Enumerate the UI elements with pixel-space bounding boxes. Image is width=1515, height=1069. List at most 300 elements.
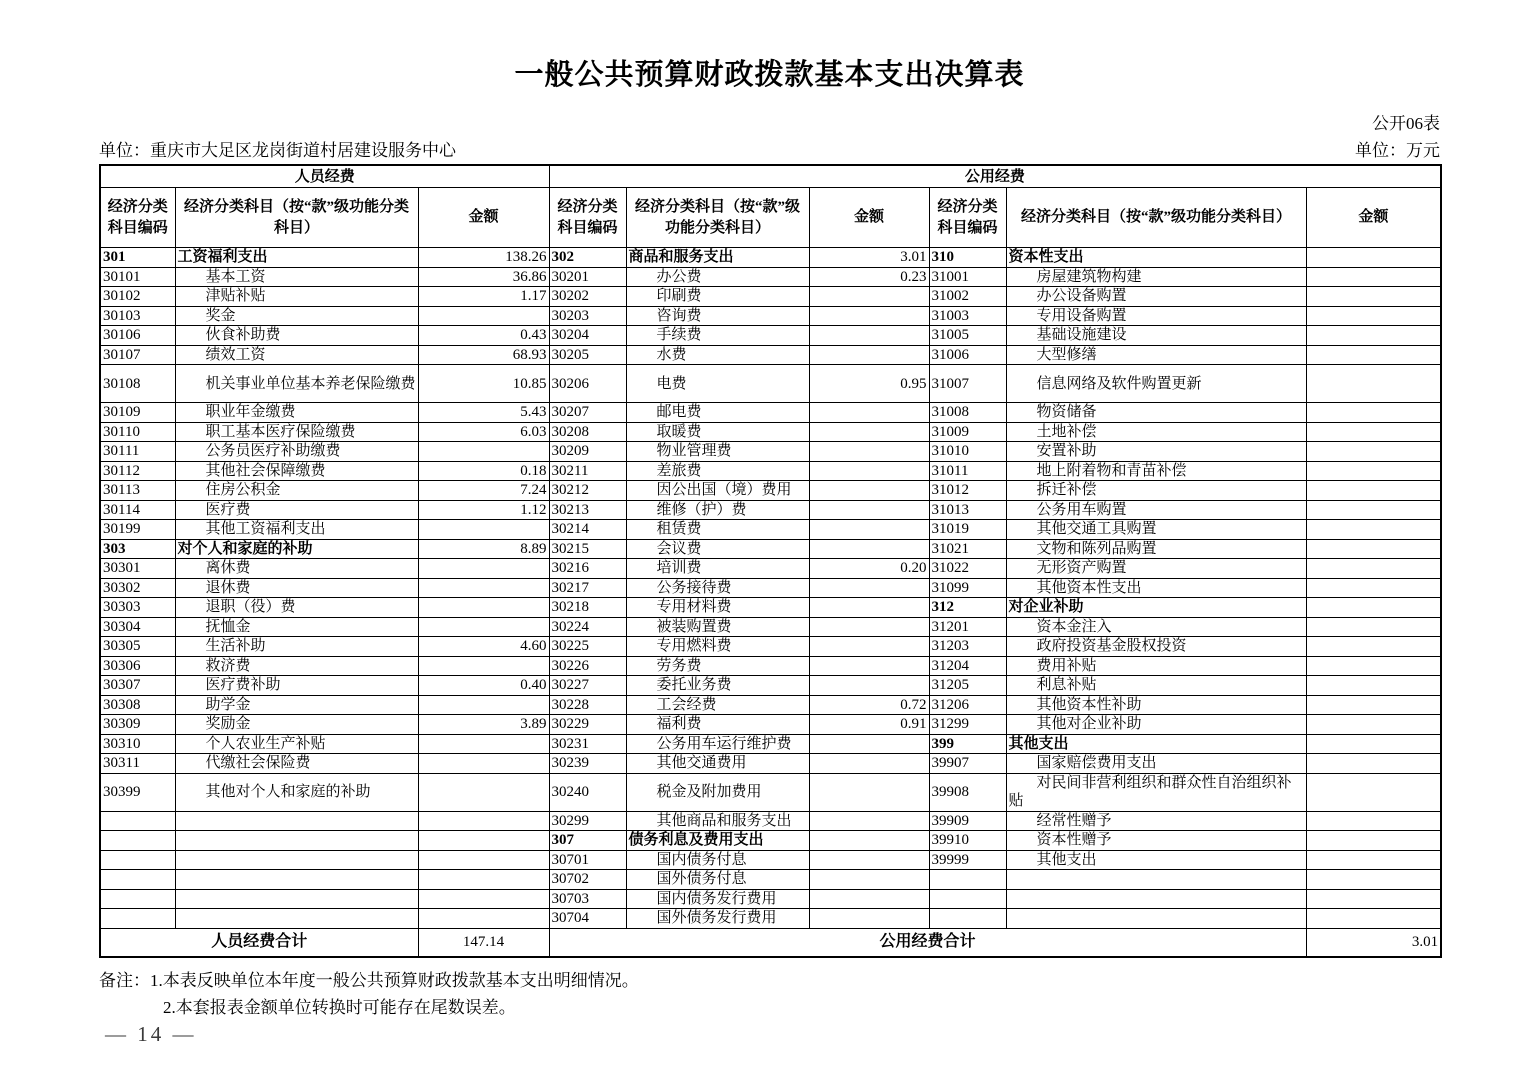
expenditure-table: [99, 164, 1442, 958]
table-row: [100, 520, 1441, 540]
subject-cell: 国外债务付息: [626, 870, 809, 890]
subject-cell: 国内债务发行费用: [626, 889, 809, 909]
subject-cell: 劳务费: [626, 656, 809, 676]
subject-cell: 住房公积金: [175, 481, 418, 501]
amount-cell: [418, 656, 549, 676]
amount-cell: [418, 695, 549, 715]
code-cell: 31002: [929, 287, 1006, 307]
code-cell: 30213: [549, 500, 626, 520]
code-cell: 39908: [929, 773, 1006, 811]
subject-cell: 专用材料费: [626, 598, 809, 618]
amount-cell: [809, 773, 929, 811]
code-cell: 30114: [100, 500, 175, 520]
amount-cell: [809, 754, 929, 774]
table-row: [100, 365, 1441, 403]
code-cell: 30202: [549, 287, 626, 307]
subject-cell: 土地补偿: [1006, 422, 1306, 442]
amount-cell: [1306, 598, 1441, 618]
amount-cell: [809, 539, 929, 559]
amount-cell: [418, 598, 549, 618]
code-cell: [100, 811, 175, 831]
subject-cell: 物业管理费: [626, 442, 809, 462]
amount-cell: [418, 870, 549, 890]
table-row: [100, 909, 1441, 929]
code-cell: 31206: [929, 695, 1006, 715]
amount-cell: [809, 811, 929, 831]
subject-cell: 退职（役）费: [175, 598, 418, 618]
code-cell: 31001: [929, 267, 1006, 287]
code-cell: 31021: [929, 539, 1006, 559]
table-row: [100, 617, 1441, 637]
code-cell: 30103: [100, 306, 175, 326]
col-header-code: 经济分类科目编码: [549, 188, 626, 248]
code-cell: 31013: [929, 500, 1006, 520]
code-cell: 31005: [929, 326, 1006, 346]
subject-cell: 地上附着物和青苗补偿: [1006, 461, 1306, 481]
subject-cell: 伙食补助费: [175, 326, 418, 346]
subject-cell: 医疗费: [175, 500, 418, 520]
table-row: [100, 539, 1441, 559]
code-cell: 30229: [549, 715, 626, 735]
unit-currency-label: 单位：万元: [1355, 141, 1440, 160]
amount-cell: 8.89: [418, 539, 549, 559]
subject-cell: 国内债务付息: [626, 850, 809, 870]
amount-cell: [809, 422, 929, 442]
table-row: [100, 695, 1441, 715]
col-header-code: 经济分类科目编码: [929, 188, 1006, 248]
amount-cell: [418, 442, 549, 462]
code-cell: 30702: [549, 870, 626, 890]
code-cell: 31009: [929, 422, 1006, 442]
table-row: [100, 870, 1441, 890]
amount-cell: [1306, 909, 1441, 929]
code-cell: 30302: [100, 578, 175, 598]
subject-cell: 工会经费: [626, 695, 809, 715]
subject-cell: 无形资产购置: [1006, 559, 1306, 579]
subject-cell: 办公设备购置: [1006, 287, 1306, 307]
code-cell: 31006: [929, 345, 1006, 365]
amount-cell: [809, 870, 929, 890]
code-cell: 30206: [549, 365, 626, 403]
code-cell: 39909: [929, 811, 1006, 831]
code-cell: 30217: [549, 578, 626, 598]
subject-cell: 对个人和家庭的补助: [175, 539, 418, 559]
subject-cell: 公务接待费: [626, 578, 809, 598]
subject-cell: 水费: [626, 345, 809, 365]
table-row: [100, 656, 1441, 676]
subject-cell: 物资储备: [1006, 403, 1306, 423]
subject-cell: [175, 831, 418, 851]
table-code-label: 公开06表: [1372, 114, 1440, 133]
footnotes: [99, 967, 1440, 1021]
col-header-amount: 金额: [809, 188, 929, 248]
amount-cell: [418, 617, 549, 637]
subject-cell: 电费: [626, 365, 809, 403]
subject-cell: 租赁费: [626, 520, 809, 540]
col-header-amount: 金额: [1306, 188, 1441, 248]
code-cell: 30310: [100, 734, 175, 754]
amount-cell: [1306, 889, 1441, 909]
table-row: [100, 326, 1441, 346]
code-cell: 39910: [929, 831, 1006, 851]
code-cell: 30231: [549, 734, 626, 754]
amount-cell: [1306, 287, 1441, 307]
subject-cell: 职工基本医疗保险缴费: [175, 422, 418, 442]
subject-cell: 对企业补助: [1006, 598, 1306, 618]
amount-cell: 0.91: [809, 715, 929, 735]
amount-cell: [418, 889, 549, 909]
table-row: [100, 811, 1441, 831]
subject-cell: [175, 889, 418, 909]
table-row: [100, 403, 1441, 423]
subject-cell: 抚恤金: [175, 617, 418, 637]
code-cell: 30309: [100, 715, 175, 735]
code-cell: 30311: [100, 754, 175, 774]
table-row: [100, 773, 1441, 811]
code-cell: 30226: [549, 656, 626, 676]
subject-cell: 绩效工资: [175, 345, 418, 365]
subject-cell: 印刷费: [626, 287, 809, 307]
amount-cell: [809, 656, 929, 676]
code-cell: 30307: [100, 676, 175, 696]
subject-cell: 利息补贴: [1006, 676, 1306, 696]
subject-cell: 救济费: [175, 656, 418, 676]
amount-cell: 5.43: [418, 403, 549, 423]
column-header-row: [100, 188, 1441, 248]
subject-cell: 奖金: [175, 306, 418, 326]
table-row: [100, 267, 1441, 287]
subject-cell: 其他资本性补助: [1006, 695, 1306, 715]
amount-cell: [1306, 481, 1441, 501]
amount-cell: [418, 559, 549, 579]
code-cell: 30299: [549, 811, 626, 831]
col-header-subject: 经济分类科目（按“款”级功能分类科目）: [626, 188, 809, 248]
code-cell: 310: [929, 248, 1006, 268]
table-row: [100, 676, 1441, 696]
col-header-subject: 经济分类科目（按“款”级功能分类科目）: [1006, 188, 1306, 248]
subject-cell: 国外债务发行费用: [626, 909, 809, 929]
code-cell: 31299: [929, 715, 1006, 735]
amount-cell: [1306, 442, 1441, 462]
code-cell: 30201: [549, 267, 626, 287]
code-cell: 31019: [929, 520, 1006, 540]
amount-cell: [1306, 617, 1441, 637]
amount-cell: [418, 831, 549, 851]
amount-cell: [809, 500, 929, 520]
code-cell: 30228: [549, 695, 626, 715]
code-cell: 30701: [549, 850, 626, 870]
amount-cell: 138.26: [418, 248, 549, 268]
amount-cell: [809, 909, 929, 929]
subject-cell: 被装购置费: [626, 617, 809, 637]
amount-cell: [809, 889, 929, 909]
subject-cell: [175, 811, 418, 831]
table-row: [100, 734, 1441, 754]
code-cell: 30204: [549, 326, 626, 346]
public-total-amount: 3.01: [1306, 928, 1441, 957]
amount-cell: [418, 811, 549, 831]
amount-cell: 0.23: [809, 267, 929, 287]
amount-cell: [1306, 559, 1441, 579]
subject-cell: 取暖费: [626, 422, 809, 442]
subject-cell: 对民间非营利组织和群众性自治组织补贴: [1006, 773, 1306, 811]
amount-cell: [1306, 850, 1441, 870]
amount-cell: 10.85: [418, 365, 549, 403]
code-cell: 30203: [549, 306, 626, 326]
amount-cell: [809, 617, 929, 637]
amount-cell: [418, 850, 549, 870]
subject-cell: 维修（护）费: [626, 500, 809, 520]
subject-cell: 税金及附加费用: [626, 773, 809, 811]
subject-cell: 离休费: [175, 559, 418, 579]
code-cell: 30110: [100, 422, 175, 442]
amount-cell: [418, 754, 549, 774]
amount-cell: 3.01: [809, 248, 929, 268]
table-row: [100, 287, 1441, 307]
code-cell: 31008: [929, 403, 1006, 423]
amount-cell: [1306, 715, 1441, 735]
page-number: — 14 —: [105, 1022, 197, 1046]
subject-cell: 公务员医疗补助缴费: [175, 442, 418, 462]
subject-cell: 商品和服务支出: [626, 248, 809, 268]
amount-cell: [1306, 326, 1441, 346]
amount-cell: 4.60: [418, 637, 549, 657]
subject-cell: 其他对企业补助: [1006, 715, 1306, 735]
code-cell: 30306: [100, 656, 175, 676]
subject-cell: 信息网络及软件购置更新: [1006, 365, 1306, 403]
amount-cell: 3.89: [418, 715, 549, 735]
code-cell: 399: [929, 734, 1006, 754]
totals-row: [100, 928, 1441, 957]
table-row: [100, 306, 1441, 326]
subject-cell: 其他社会保障缴费: [175, 461, 418, 481]
code-cell: 31205: [929, 676, 1006, 696]
amount-cell: [809, 520, 929, 540]
subject-cell: 机关事业单位基本养老保险缴费: [175, 365, 418, 403]
subject-cell: [1006, 889, 1306, 909]
amount-cell: [809, 481, 929, 501]
table-row: [100, 559, 1441, 579]
code-cell: [100, 850, 175, 870]
subject-cell: 基础设施建设: [1006, 326, 1306, 346]
subject-cell: 生活补助: [175, 637, 418, 657]
code-cell: 30240: [549, 773, 626, 811]
code-cell: 31204: [929, 656, 1006, 676]
subject-cell: 国家赔偿费用支出: [1006, 754, 1306, 774]
amount-cell: 0.72: [809, 695, 929, 715]
amount-cell: [1306, 676, 1441, 696]
subject-cell: 办公费: [626, 267, 809, 287]
subject-cell: 奖励金: [175, 715, 418, 735]
amount-cell: [1306, 637, 1441, 657]
subject-cell: 拆迁补偿: [1006, 481, 1306, 501]
table-row: [100, 500, 1441, 520]
code-cell: 30214: [549, 520, 626, 540]
unit-row: [99, 136, 1440, 161]
subject-cell: 差旅费: [626, 461, 809, 481]
code-cell: 30703: [549, 889, 626, 909]
subject-cell: 福利费: [626, 715, 809, 735]
code-cell: 301: [100, 248, 175, 268]
amount-cell: [809, 850, 929, 870]
code-cell: 31011: [929, 461, 1006, 481]
amount-cell: 68.93: [418, 345, 549, 365]
amount-cell: [809, 287, 929, 307]
table-row: [100, 578, 1441, 598]
code-cell: 30211: [549, 461, 626, 481]
code-cell: 30308: [100, 695, 175, 715]
subject-cell: 个人农业生产补贴: [175, 734, 418, 754]
subject-cell: 代缴社会保险费: [175, 754, 418, 774]
amount-cell: [1306, 811, 1441, 831]
code-cell: 31022: [929, 559, 1006, 579]
subject-cell: 会议费: [626, 539, 809, 559]
group-header-row: [100, 165, 1441, 188]
amount-cell: 0.20: [809, 559, 929, 579]
code-cell: 312: [929, 598, 1006, 618]
amount-cell: 0.95: [809, 365, 929, 403]
table-row: [100, 754, 1441, 774]
amount-cell: [809, 345, 929, 365]
subject-cell: 手续费: [626, 326, 809, 346]
subject-cell: [1006, 909, 1306, 929]
code-cell: 30301: [100, 559, 175, 579]
table-row: [100, 345, 1441, 365]
code-cell: 30112: [100, 461, 175, 481]
code-cell: 39907: [929, 754, 1006, 774]
code-cell: 31003: [929, 306, 1006, 326]
amount-cell: [1306, 306, 1441, 326]
code-cell: [929, 870, 1006, 890]
amount-cell: [418, 773, 549, 811]
code-cell: 30215: [549, 539, 626, 559]
code-cell: 30111: [100, 442, 175, 462]
amount-cell: [1306, 520, 1441, 540]
subject-cell: 其他交通费用: [626, 754, 809, 774]
footnote-1: 备注：1.本表反映单位本年度一般公共预算财政拨款基本支出明细情况。: [99, 970, 639, 990]
subject-cell: 因公出国（境）费用: [626, 481, 809, 501]
subject-cell: 培训费: [626, 559, 809, 579]
subject-cell: 费用补贴: [1006, 656, 1306, 676]
amount-cell: [1306, 578, 1441, 598]
subject-cell: 其他支出: [1006, 850, 1306, 870]
amount-cell: [1306, 831, 1441, 851]
subject-cell: 津贴补贴: [175, 287, 418, 307]
footnote-2: 2.本套报表金额单位转换时可能存在尾数误差。: [163, 997, 516, 1017]
subject-cell: 其他工资福利支出: [175, 520, 418, 540]
amount-cell: [1306, 345, 1441, 365]
subject-cell: 工资福利支出: [175, 248, 418, 268]
code-cell: 30113: [100, 481, 175, 501]
subject-cell: 咨询费: [626, 306, 809, 326]
subject-cell: 经常性赠予: [1006, 811, 1306, 831]
amount-cell: [1306, 734, 1441, 754]
code-cell: 30225: [549, 637, 626, 657]
table-row: [100, 461, 1441, 481]
amount-cell: [418, 520, 549, 540]
code-cell: 30212: [549, 481, 626, 501]
personnel-total-label: 人员经费合计: [100, 928, 418, 957]
code-cell: 30305: [100, 637, 175, 657]
amount-cell: [809, 326, 929, 346]
code-cell: [100, 831, 175, 851]
code-cell: 30227: [549, 676, 626, 696]
subject-cell: 资本性赠予: [1006, 831, 1306, 851]
amount-cell: [1306, 500, 1441, 520]
code-cell: 31012: [929, 481, 1006, 501]
subject-cell: [175, 850, 418, 870]
amount-cell: [809, 637, 929, 657]
table-row: [100, 889, 1441, 909]
subject-cell: 医疗费补助: [175, 676, 418, 696]
code-cell: 31203: [929, 637, 1006, 657]
table-row: [100, 248, 1441, 268]
table-row: [100, 831, 1441, 851]
subject-cell: [175, 870, 418, 890]
code-cell: 30207: [549, 403, 626, 423]
group-header-personnel: 人员经费: [100, 165, 549, 188]
subject-cell: 其他资本性支出: [1006, 578, 1306, 598]
code-cell: [100, 909, 175, 929]
code-cell: 30239: [549, 754, 626, 774]
subject-cell: 助学金: [175, 695, 418, 715]
subject-cell: 大型修缮: [1006, 345, 1306, 365]
subject-cell: 专用设备购置: [1006, 306, 1306, 326]
amount-cell: 36.86: [418, 267, 549, 287]
subject-cell: 其他商品和服务支出: [626, 811, 809, 831]
subject-cell: 职业年金缴费: [175, 403, 418, 423]
amount-cell: [809, 442, 929, 462]
code-cell: 30209: [549, 442, 626, 462]
amount-cell: [1306, 656, 1441, 676]
public-total-label: 公用经费合计: [549, 928, 1306, 957]
amount-cell: [809, 578, 929, 598]
code-cell: [100, 889, 175, 909]
subject-cell: 委托业务费: [626, 676, 809, 696]
amount-cell: 6.03: [418, 422, 549, 442]
amount-cell: [809, 831, 929, 851]
code-cell: 30102: [100, 287, 175, 307]
table-row: [100, 481, 1441, 501]
subject-cell: 文物和陈列品购置: [1006, 539, 1306, 559]
group-header-public: 公用经费: [549, 165, 1441, 188]
unit-name-label: 单位：重庆市大足区龙岗街道村居建设服务中心: [99, 141, 456, 160]
col-header-code: 经济分类科目编码: [100, 188, 175, 248]
table-row: [100, 637, 1441, 657]
amount-cell: [809, 676, 929, 696]
code-cell: 30107: [100, 345, 175, 365]
personnel-total-amount: 147.14: [418, 928, 549, 957]
amount-cell: [1306, 403, 1441, 423]
subject-cell: 政府投资基金股权投资: [1006, 637, 1306, 657]
amount-cell: 1.12: [418, 500, 549, 520]
code-cell: 30205: [549, 345, 626, 365]
code-cell: 30224: [549, 617, 626, 637]
amount-cell: 7.24: [418, 481, 549, 501]
subject-cell: 其他交通工具购置: [1006, 520, 1306, 540]
amount-cell: [1306, 248, 1441, 268]
code-cell: 30108: [100, 365, 175, 403]
code-cell: 30109: [100, 403, 175, 423]
amount-cell: 0.40: [418, 676, 549, 696]
amount-cell: [1306, 870, 1441, 890]
amount-cell: [1306, 754, 1441, 774]
amount-cell: [809, 306, 929, 326]
table-row: [100, 422, 1441, 442]
subject-cell: 资本性支出: [1006, 248, 1306, 268]
subject-cell: 专用燃料费: [626, 637, 809, 657]
subject-cell: [175, 909, 418, 929]
